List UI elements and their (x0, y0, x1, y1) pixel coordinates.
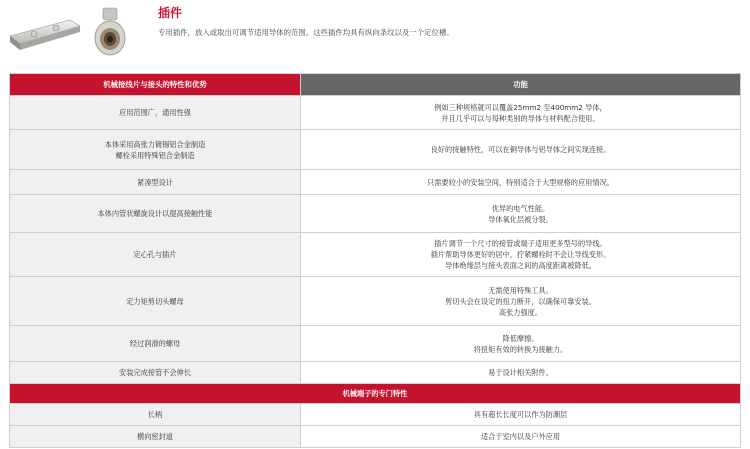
feature-cell (10, 170, 301, 195)
table-row (10, 195, 741, 233)
function-cell (301, 130, 741, 170)
function-text: 高张力强度。 (498, 307, 543, 317)
table-row (10, 130, 741, 170)
function-text: 优异的电气性能。 (491, 203, 550, 213)
insert-image (92, 6, 128, 60)
function-text: 只需要较小的安装空间，特别适合于大型规格的应用情况。 (427, 177, 614, 187)
function-cell (301, 426, 741, 448)
function-cell (301, 170, 741, 195)
function-text: 降低摩擦。 (502, 333, 539, 343)
function-text: 插片帮助导体更好的居中，拧紧螺栓时不会让导线变形。 (430, 250, 611, 259)
function-cell (301, 233, 741, 277)
function-text: 适合于室内以及户外应用 (480, 432, 561, 441)
table-row (10, 277, 741, 326)
function-text: 易于设计相关附件。 (488, 368, 553, 377)
feature-text: 经过润滑的螺母 (129, 339, 181, 348)
feature-cell (10, 362, 301, 384)
feature-cell (10, 96, 301, 130)
connector-image (8, 12, 82, 54)
function-text: 将扭矩有效的转换为接触力。 (473, 344, 568, 354)
function-text: 例如三种规格就可以覆盖25mm2 至400mm2 导体， (434, 102, 607, 112)
function-text: 并且几乎可以与每种类别的导体与材料配合使用。 (441, 113, 600, 123)
feature-text: 横向密封道 (137, 432, 173, 441)
section-header: 机械端子的专门特性 (10, 384, 741, 404)
feature-cell (10, 130, 301, 170)
feature-text: 本体内管状螺旋设计以提高接触性能 (97, 209, 213, 218)
function-text: 插片调节一个尺寸的接管或端子适用更多型号的导线。 (434, 239, 607, 248)
function-cell (301, 326, 741, 362)
table-row (10, 362, 741, 384)
table-row (10, 326, 741, 362)
feature-text: 应用范围广，通用性强 (119, 108, 191, 117)
feature-text: 本体采用高张力镀锡铝合金制造 (104, 139, 206, 149)
function-text: 具有超长长度可以作为防潮层 (473, 410, 568, 419)
table-row (10, 170, 741, 195)
section-header-row (10, 384, 741, 404)
feature-text: 安装完成接管不会伸长 (119, 368, 191, 377)
page-description: 专用插件，放入或取出可调节适用导体的范围。这些插件均具有纵向条纹以及一个定位槽。 (158, 28, 454, 37)
function-text: 剪切头会在设定的扭力断开，以确保可靠安装。 (445, 296, 596, 306)
feature-cell (10, 426, 301, 448)
table-row (10, 233, 741, 277)
function-cell (301, 195, 741, 233)
function-cell (301, 362, 741, 384)
function-cell (301, 404, 741, 426)
feature-text: 长柄 (147, 410, 163, 419)
features-table (9, 73, 741, 448)
feature-cell (10, 326, 301, 362)
feature-cell (10, 277, 301, 326)
feature-cell (10, 404, 301, 426)
product-header (0, 0, 750, 68)
table-row (10, 96, 741, 130)
function-text: 导体绝缘层与接头表面之间的高度距离被降低。 (445, 261, 596, 270)
feature-text: 定心孔与插片 (133, 250, 177, 259)
page-title: 插件 (158, 6, 183, 20)
feature-cell (10, 195, 301, 233)
column-header-function: 功能 (301, 74, 741, 96)
function-cell (301, 96, 741, 130)
function-text: 良好的接触特性，可以在铜导体与铝导体之间实现连接。 (430, 145, 611, 154)
column-header-features: 机械接线片与接头的特性和优势 (10, 74, 301, 96)
table-row (10, 426, 741, 448)
table-header-row (10, 74, 741, 96)
function-text: 无需使用特殊工具。 (488, 285, 553, 295)
feature-text: 定力矩剪切头螺母 (126, 296, 184, 306)
feature-text: 螺栓采用特殊铝合金制造 (115, 150, 195, 160)
table-row (10, 404, 741, 426)
feature-text: 紧凑型设计 (137, 177, 173, 187)
feature-cell (10, 233, 301, 277)
function-text: 导体氧化层被分裂。 (488, 214, 553, 224)
function-cell (301, 277, 741, 326)
